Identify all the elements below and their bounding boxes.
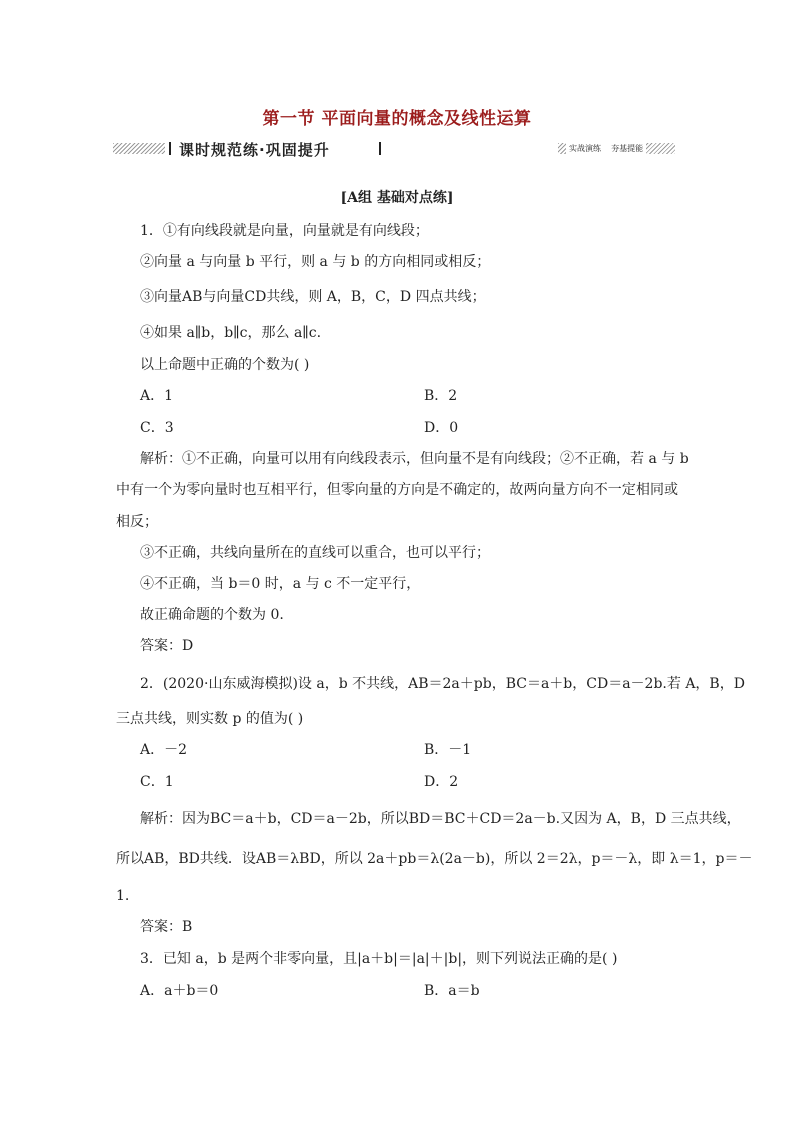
q3-option-b: B．a＝b <box>424 983 480 999</box>
q1-solution-line-4: ③不正确，共线向量所在的直线可以重合，也可以平行； <box>140 545 490 561</box>
q1-option-a: A．1 <box>140 388 174 404</box>
q2-option-b: B．－1 <box>424 742 472 758</box>
section-banner <box>113 141 675 157</box>
q1-solution-line-6: 故正确命题的个数为 0. <box>140 607 284 623</box>
q3-stem: 3．已知 a，b 是两个非零向量，且|a＋b|＝|a|＋|b|，则下列说法正确的是( ) <box>140 951 618 967</box>
q1-statement-4: ④如果 a∥b，b∥c，那么 a∥c. <box>140 325 322 341</box>
q1-option-b: B．2 <box>424 388 458 404</box>
q1-option-c: C．3 <box>140 420 174 436</box>
q1-answer: 答案：D <box>140 638 194 654</box>
q2-solution-line-1: 解析：因为BC＝a＋b，CD＝a－2b，所以BD＝BC＋CD＝2a－b.又因为 A，B，D 三点共线， <box>140 811 741 827</box>
q1-prompt: 以上命题中正确的个数为( ) <box>140 357 310 373</box>
q2-stem-line-2: 三点共线，则实数 p 的值为( ) <box>116 711 304 727</box>
q1-statement-3: ③向量AB与向量CD共线，则 A，B，C，D 四点共线； <box>140 289 486 305</box>
q3-option-a: A．a＋b＝0 <box>140 983 219 999</box>
banner-title: 课时规范练·巩固提升 <box>179 141 330 159</box>
q2-stem-line-1: 2．(2020·山东威海模拟)设 a，b 不共线，AB＝2a＋pb，BC＝a＋b，CD＝a－2b.若 A，B，D <box>140 676 745 692</box>
q2-solution-line-3: 1. <box>116 888 130 904</box>
group-header: [A组 基础对点练] <box>340 190 454 206</box>
q2-option-c: C．1 <box>140 774 174 790</box>
q2-answer: 答案：B <box>140 919 193 935</box>
q1-solution-line-3: 相反； <box>116 514 158 530</box>
q2-option-a: A．－2 <box>140 742 188 758</box>
banner-slogan: 实战演练 夯基提能 <box>566 143 646 154</box>
q1-solution-line-5: ④不正确，当 b＝0 时，a 与 c 不一定平行， <box>140 576 421 592</box>
q1-statement-1: 1．①有向线段就是向量，向量就是有向线段； <box>140 223 429 239</box>
q2-solution-line-2: 所以AB，BD共线．设AB＝λBD，所以 2a＋pb＝λ(2a－b)，所以 2＝2λ，p＝－λ，即 λ＝1，p＝－ <box>116 851 753 867</box>
banner-divider-left <box>169 142 171 155</box>
q1-solution-line-2: 中有一个为零向量时也互相平行，但零向量的方向是不确定的，故两向量方向不一定相同或 <box>116 482 678 498</box>
q1-solution-line-1: 解析：①不正确，向量可以用有向线段表示，但向量不是有向线段；②不正确，若 a 与 b <box>140 451 689 467</box>
q1-statement-2: ②向量 a 与向量 b 平行，则 a 与 b 的方向相同或相反； <box>140 254 491 270</box>
page-title: 第一节 平面向量的概念及线性运算 <box>262 109 532 129</box>
banner-divider-right <box>379 142 381 155</box>
q1-option-d: D．0 <box>424 420 459 436</box>
banner-hatch-left <box>113 143 165 154</box>
q2-option-d: D．2 <box>424 774 459 790</box>
